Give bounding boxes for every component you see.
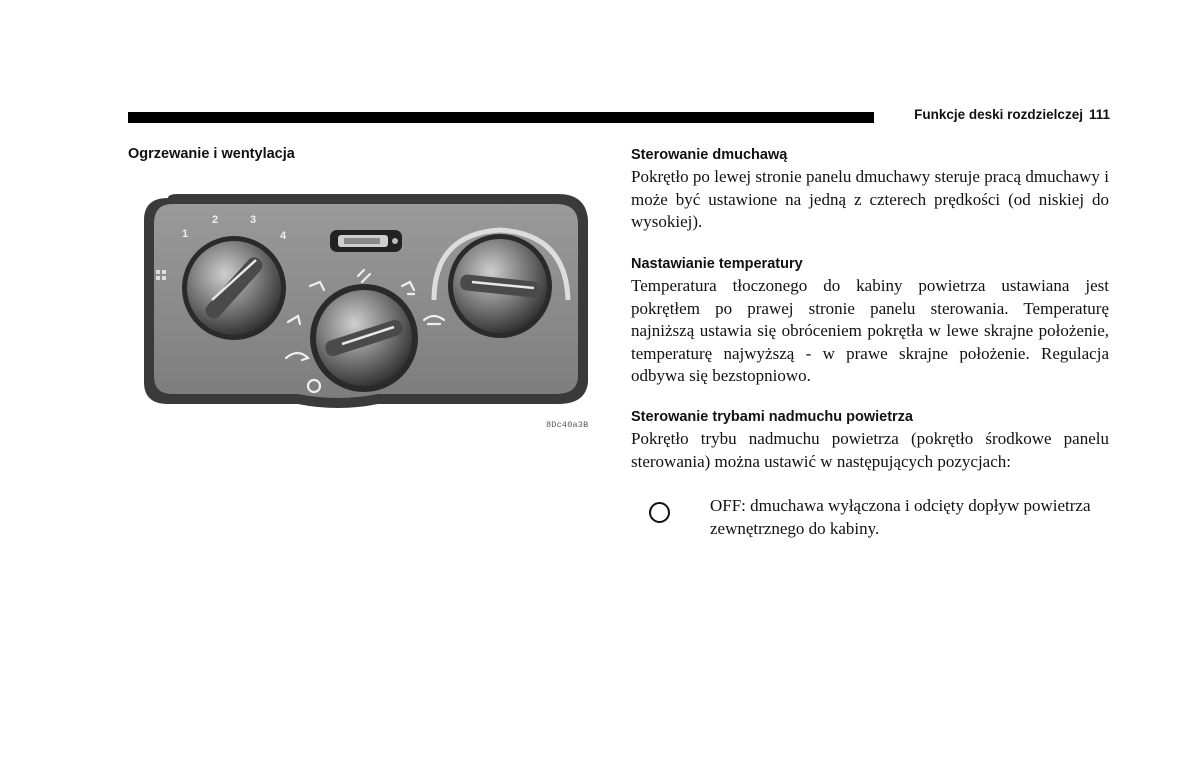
circle-off-icon [649, 502, 670, 523]
section-airflow-mode [631, 408, 1109, 473]
figure-code: 8Dc40a3B [546, 420, 589, 430]
fan-speed-label: 2 [212, 214, 219, 226]
section-blower [631, 146, 1109, 234]
header-rule [128, 112, 874, 123]
left-heading: Ogrzewanie i wentylacja [128, 146, 295, 162]
section-title: Sterowanie trybami nadmuchu powietrza [631, 409, 913, 425]
fan-speed-label: 4 [280, 230, 287, 242]
rear-defrost-button-icon [330, 230, 402, 252]
page-number: 111 [1088, 107, 1110, 122]
header-section-title: Funkcje deski rozdzielczej [914, 107, 1083, 122]
section-title: Nastawianie temperatury [631, 256, 803, 272]
fan-speed-label: 3 [250, 214, 257, 226]
mode-knob [310, 284, 418, 392]
heater-control-panel-figure [138, 190, 594, 412]
off-item-text: OFF: dmuchawa wyłączona i odcięty dopływ powietrza zewnętrznego do kabiny. [710, 496, 1091, 538]
section-title: Sterowanie dmuchawą [631, 147, 788, 163]
running-header [880, 107, 1110, 122]
section-body: Pokrętło po lewej stronie panelu dmuchawy steruje pracą dmuchawy i może być ustawione na jedną z czterech prędkości (od niskiej do wysokiej). [631, 167, 1109, 231]
section-body: Pokrętło trybu nadmuchu powietrza (pokrętło środkowe panelu sterowania) można ustawić w następujących pozycjach: [631, 429, 1109, 471]
fan-speed-label: 1 [182, 228, 189, 240]
section-body: Temperatura tłoczonego do kabiny powietrza ustawiana jest pokrętłem po prawej stronie panelu sterowania. Temperaturę najniższą ustawia się obróceniem pokrętła w lewe skrajne położenie, temperaturę najwyższą - w prawe skrajne położenie. Regulacja odbywa się bezstopniowo. [631, 276, 1109, 385]
section-temperature [631, 255, 1109, 388]
